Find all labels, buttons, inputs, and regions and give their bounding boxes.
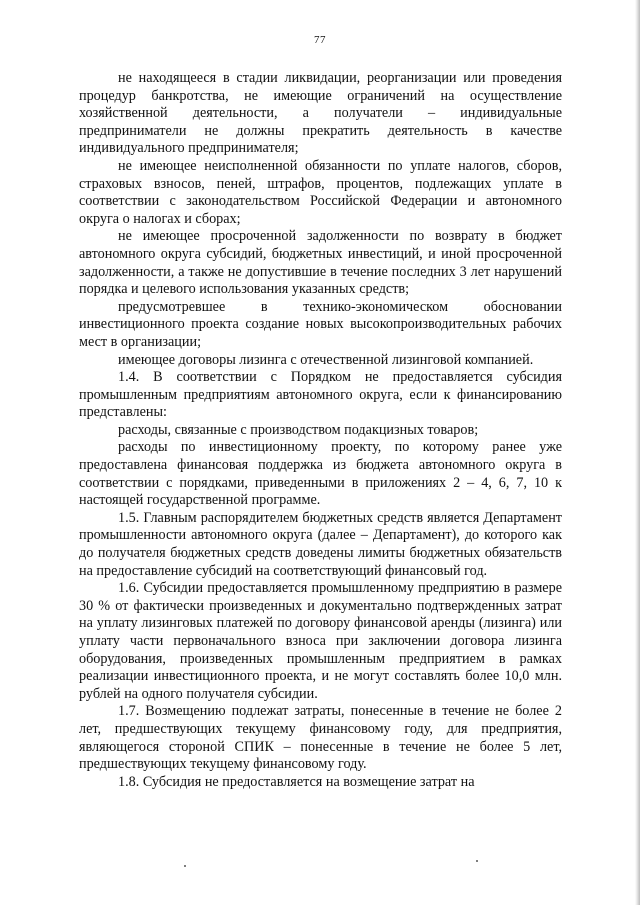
scan-speck (184, 865, 186, 867)
paragraph-previous-support: расходы по инвестиционному проекту, по которому ранее уже предоставлена финансовая поддержка из бюджета автономного округа в соответствии с порядками, приведенными в приложениях 2 – 4, 6, 7, 10 к настоящей государственной программе. (79, 439, 562, 509)
paragraph-no-overdue-debt: не имеющее просроченной задолженности по возврату в бюджет автономного округа субсидий, бюджетных инвестиций, и иной просроченной задолженности, а также не допустившие в течение последних 3 лет нарушений порядка и целевого использования указанных средств; (79, 228, 562, 298)
paragraph-no-tax-debts: не имеющее неисполненной обязанности по уплате налогов, сборов, страховых взносов, пеней, штрафов, процентов, подлежащих уплате в соответствии с законодательством Российской Федерации и автономного округа о налогах и сборах; (79, 157, 562, 227)
paragraph-not-in-liquidation: не находящееся в стадии ликвидации, реорганизации или проведения процедур банкротства, не имеющие ограничений на осуществление хозяйственной деятельности, а получатели – индивидуальные предприниматели не должны прекратить деятельность в качестве индивидуального предпринимателя; (79, 70, 562, 157)
paragraph-excise-goods: расходы, связанные с производством подакцизных товаров; (118, 421, 479, 438)
page-number: 77 (314, 34, 326, 46)
paragraph-1-4: 1.4. В соответствии с Порядком не предоставляется субсидия промышленным предприятиям автономного округа, если к финансированию представлены: (79, 369, 562, 421)
paragraph-leasing-contracts: имеющее договоры лизинга с отечественной лизинговой компанией. (118, 351, 534, 368)
paragraph-1-6: 1.6. Субсидии предоставляется промышленному предприятию в размере 30 % от фактически произведенных и документально подтвержденных затрат на уплату лизинговых платежей по договору финансовой аренды (лизинга) или уплату части первоначального взноса при заключении договора лизинга оборудования, произведенных промышленным предприятием в рамках реализации инвестиционного проекта, и не могут составлять более 10,0 млн. рублей на одного получателя субсидии. (79, 580, 562, 702)
paragraph-1-7: 1.7. Возмещению подлежат затраты, понесенные в течение не более 2 лет, предшествующих текущему финансовому году, для предприятия, являющегося стороной СПИК – понесенные в течение не более 5 лет, предшествующих текущему финансовому году. (79, 703, 562, 773)
document-body (79, 70, 562, 791)
paragraph-1-5: 1.5. Главным распорядителем бюджетных средств является Департамент промышленности автономного округа (далее – Департамент), до которого как до получателя бюджетных средств доведены лимиты бюджетных обязательств на предоставление субсидий на соответствующий финансовый год. (79, 509, 562, 579)
paragraph-1-8: 1.8. Субсидия не предоставляется на возмещение затрат на (118, 773, 475, 790)
scan-speck (476, 860, 478, 862)
paragraph-new-jobs: предусмотревшее в технико-экономическом обосновании инвестиционного проекта создание новых высокопроизводительных рабочих мест в организации; (79, 298, 562, 350)
scan-edge-shadow (635, 0, 640, 905)
